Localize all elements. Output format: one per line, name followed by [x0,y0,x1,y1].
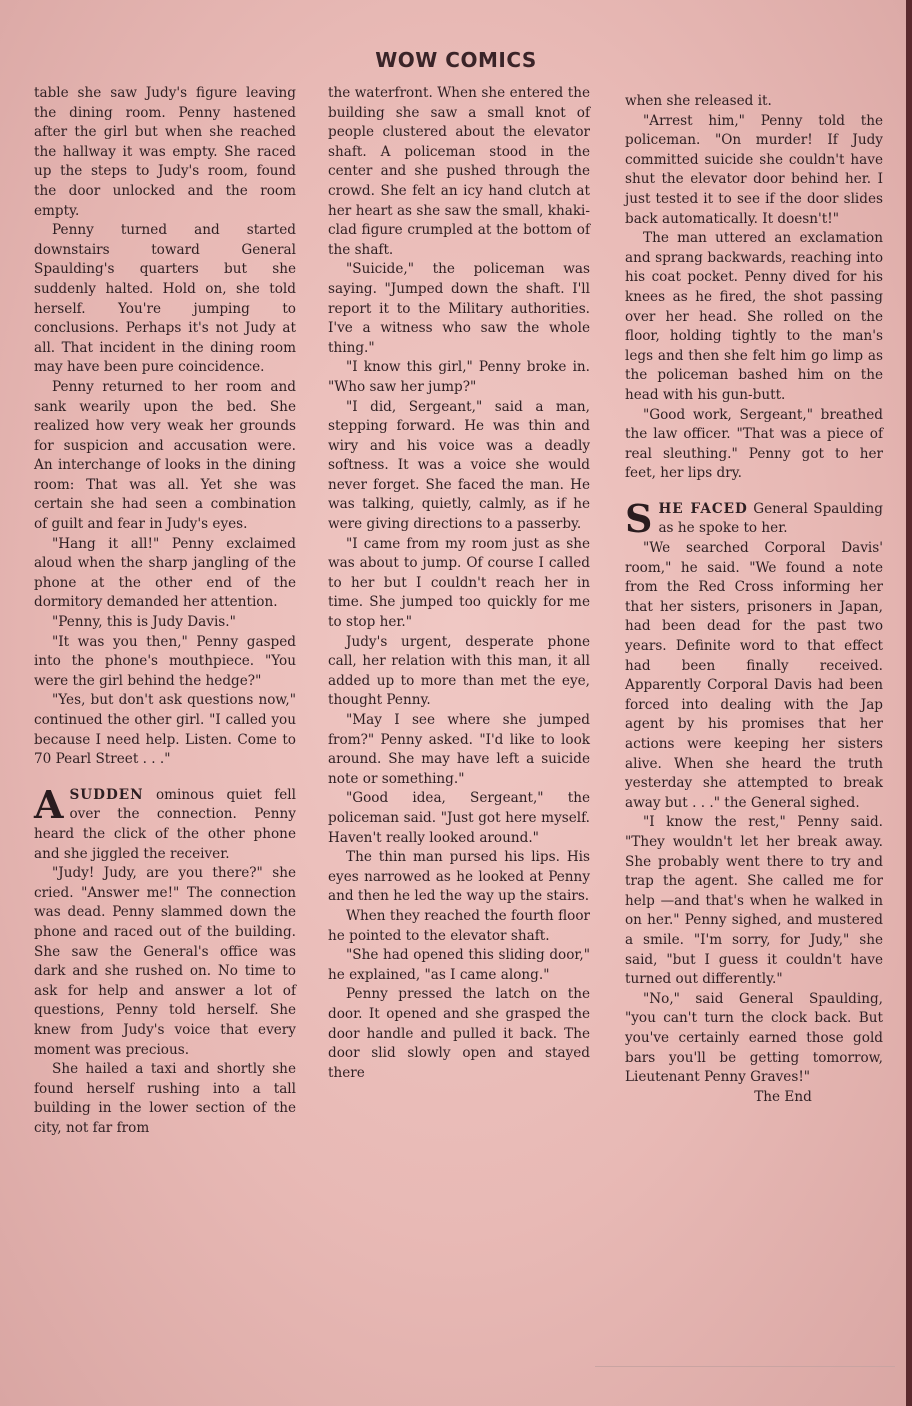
paragraph: Judy's urgent, desperate phone call, her relation with this man, it all added up to more than met the eye, thought Penny. [328,633,590,709]
paragraph: She hailed a taxi and shortly she found herself rushing into a tall building in the lower section of the city, not far from [34,1061,296,1136]
opening-text: General Spaulding as he spoke to her. [658,500,884,537]
story-end: The End [754,1088,812,1105]
text-column-3 [625,92,883,1107]
paragraph: "I know the rest," Penny said. "They wouldn't let her break away. She probably went there to try and trap the agent. She called me for help —and that's when he walked in on her." Penny sighed, and mustered a smile. "I'm sorry, for Judy," she said, "but I guess it couldn't have turned out differently." [625,814,883,988]
paragraph: "I did, Sergeant," said a man, stepping forward. He was thin and wiry and his voice was a deadly softness. It was a voice she would never forget. She faced the man. He was talking, quietly, calmly, as if he were giving directions to a passerby. [328,398,590,533]
paragraph: The man uttered an exclamation and sprang backwards, reaching into his coat pocket. Penny dived for his knees as he fired, the shot passing over her head. She rolled on the floor, holding tightly to the man's legs and then she felt him go limp as the policeman bashed him on the head with his gun-butt. [625,230,883,403]
paragraph: table she saw Judy's figure leaving the dining room. Penny hastened after the girl but when she reached the hallway it was empty. She raced up the steps to Judy's room, found the door unlocked and the room empty. [34,85,296,219]
column-rule [595,1366,895,1367]
paragraph: "I know this girl," Penny broke in. "Who saw her jump?" [328,359,590,395]
paragraph: "We searched Corporal Davis' room," he said. "We found a note from the Red Cross informing her that her sisters, prisoners in Japan, had been dead for the past two years. Definite word to that effect had been finally received. Apparently Corporal Davis had been forced into dealing with the Jap agent by his promises that her actions were keeping her sisters alive. When she heard the truth yesterday she attempted to break away but . . ." the General sighed. [625,540,883,811]
paragraph: "Penny, this is Judy Davis." [52,614,236,631]
paragraph: "She had opened this sliding door," he explained, "as I came along." [328,947,590,983]
lead-in: SUDDEN [69,786,144,803]
text-column-1 [34,84,296,1138]
paragraph: The thin man pursed his lips. His eyes narrowed as he looked at Penny and then he led the way up the stairs. [328,849,590,905]
drop-cap: S [625,495,653,541]
paragraph: "Good idea, Sergeant," the policeman said. "Just got here myself. Haven't really looked around." [328,790,590,846]
section-opening [625,495,884,541]
page-header: WOW COMICS [375,48,537,72]
paragraph: Penny returned to her room and sank wearily upon the bed. She realized how very weak her grounds for suspicion and accusation were. An interchange of looks in the dining room: That was all. Yet she was certain she had seen a combination of guilt and fear in Judy's eyes. [34,378,296,533]
drop-cap: A [34,781,64,827]
paragraph: "May I see where she jumped from?" Penny asked. "I'd like to look around. She may have left a suicide note or something." [328,712,590,787]
text-column-2 [328,84,590,1083]
paragraph: "Suicide," the policeman was saying. "Jumped down the shaft. I'll report it to the Military authorities. I've a witness who saw the whole thing." [328,261,590,356]
paragraph: "Judy! Judy, are you there?" she cried. "Answer me!" The connection was dead. Penny slammed down the phone and raced out of the building. She saw the General's office was dark and she rushed on. No time to ask for help and answer a lot of questions, Penny told herself. She knew from Judy's voice that every moment was precious. [34,865,296,1058]
paragraph: the waterfront. When she entered the building she saw a small knot of people clustered about the elevator shaft. A policeman stood in the center and she pushed through the crowd. She felt an icy hand clutch at her heart as she saw the small, khaki-clad figure crumpled at the bottom of the shaft. [328,85,590,258]
opening-text: ominous quiet fell over the connection. Penny heard the click of the other phone and she jiggled the receiver. [34,786,296,862]
section-break-1 [34,781,296,1139]
paragraph: Penny pressed the latch on the door. It opened and she grasped the door handle and pulled it back. The door slid slowly open and stayed there [328,986,590,1081]
paragraph: "It was you then," Penny gasped into the phone's mouthpiece. "You were the girl behind the hedge?" [34,633,296,689]
paragraph: "Arrest him," Penny told the policeman. "On murder! If Judy committed suicide she couldn't have shut the elevator door behind her. I just tested it to see if the door slides back automatically. It doesn't!" [625,112,883,227]
lead-in: HE FACED [658,500,748,517]
paragraph: when she released it. [625,93,772,109]
paragraph: "Good work, Sergeant," breathed the law officer. "That was a piece of real sleuthing." Penny got to her feet, her lips dry. [625,406,883,482]
paragraph: "I came from my room just as she was about to jump. Of course I called to her but I couldn't reach her in time. She jumped too quickly for me to stop her." [328,535,590,631]
paragraph: "Yes, but don't ask questions now," continued the other girl. "I called you because I need help. Listen. Come to 70 Pearl Street . . ." [34,692,296,768]
paragraph: "No," said General Spaulding, "you can't turn the clock back. But you've certainly earned those gold bars you'll be getting tomorrow, Lieutenant Penny Graves!" [625,990,883,1086]
section-opening [34,781,296,864]
page-edge [906,0,912,1406]
paragraph: When they reached the fourth floor he pointed to the elevator shaft. [328,907,590,944]
section-break-2 [625,495,884,1107]
paragraph: Penny turned and started downstairs toward General Spaulding's quarters but she suddenly halted. Hold on, she told herself. You're jumping to conclusions. Perhaps it's not Judy at all. That incident in the dining room may have been pure coincidence. [34,222,296,376]
paragraph: "Hang it all!" Penny exclaimed aloud when the sharp jangling of the phone at the other end of the dormitory demanded her attention. [34,535,296,611]
